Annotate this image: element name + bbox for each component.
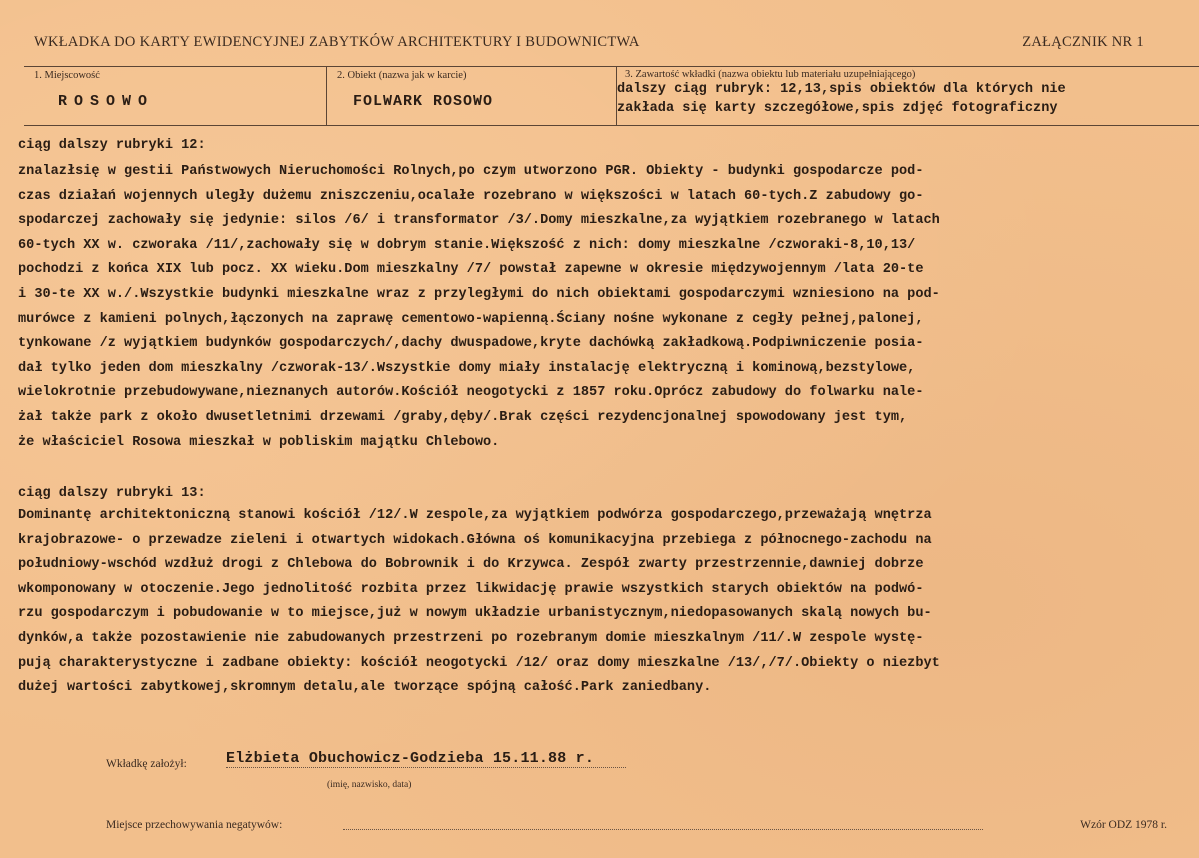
author-dotted-line <box>226 767 626 768</box>
header-fields-table <box>24 66 1199 126</box>
text-line: spodarczej zachowały się jedynie: silos /6/ i transformator /3/.Domy mieszkalne,za wyjątkiem rozebranego w latach <box>18 213 940 229</box>
text-line: dalszy ciąg rubryk: 12,13,spis obiektów dla których nie <box>617 82 1066 97</box>
field-label: 2. Obiekt (nazwa jak w karcie) <box>337 70 467 81</box>
text-line: Dominantę architektoniczną stanowi kościół /12/.W zespole,za wyjątkiem podwórza gospodarczego,przeważają wnętrza <box>18 508 932 523</box>
section-12-heading: ciąg dalszy rubryki 12: <box>18 138 206 153</box>
section-13-heading: ciąg dalszy rubryki 13: <box>18 486 206 501</box>
text-line: dynków,a także pozostawienie nie zabudowanych przestrzeni po rozebranym domie mieszkalnym /11/.W zespole wystę- <box>18 630 924 646</box>
field-obiekt <box>327 67 617 125</box>
text-line: południowy-wschód wzdłuż drogi z Chlebowa do Bobrownik i do Krzywca. Zespół zwarty przestrzennie,dawniej dobrze <box>18 557 924 573</box>
field-value-lines <box>617 80 1199 118</box>
field-label: 1. Miejscowość <box>34 70 100 81</box>
text-line: krajobrazowe- o przewadze zieleni i otwartych widokach.Główna oś komunikacyjna przebiega z północnego-zachodu na <box>18 532 932 548</box>
negatives-dotted-line <box>343 829 983 830</box>
text-line: że właściciel Rosowa mieszkał w pobliskim majątku Chlebowo. <box>18 434 500 450</box>
text-line: dużej wartości zabytkowej,skromnym detalu,ale tworzące spójną całość.Park zaniedbany. <box>18 680 712 696</box>
section-12-body <box>18 160 1199 455</box>
author-label: Wkładkę założył: <box>106 758 187 770</box>
negatives-label: Miejsce przechowywania negatywów: <box>106 819 283 831</box>
text-line: rzu gospodarczym i pobudowanie w to miejsce,już w nowym układzie urbanistycznym,niedopasowanych skalą nowych bu- <box>18 606 932 622</box>
field-label: 3. Zawartość wkładki (nazwa obiektu lub materiału uzupełniającego) <box>625 69 916 80</box>
text-line: żał także park z około dwusetletnimi drzewami /graby,dęby/.Brak części rezydencjonalnej spowodowany jest tym, <box>18 409 908 425</box>
document-title: WKŁADKA DO KARTY EWIDENCYJNEJ ZABYTKÓW ARCHITEKTURY I BUDOWNICTWA <box>34 34 640 50</box>
field-miejscowosc <box>24 67 327 125</box>
text-line: murówce z kamieni polnych,łączonych na zaprawę cementowo-wapienną.Ściany nośne wykonane z cegły pełnej,palonej, <box>18 311 924 327</box>
text-line: i 30-te XX w./.Wszystkie budynki mieszkalne wraz z przyległymi do nich obiektami gospodarczymi wzniesiono na pod- <box>18 286 940 302</box>
author-value: Elżbieta Obuchowicz-Godzieba 15.11.88 r. <box>226 750 595 767</box>
text-line: pochodzi z końca XIX lub pocz. XX wieku.Dom mieszkalny /7/ powstał zapewne w okresie międzywojennym /lata 20-te <box>18 262 924 278</box>
author-caption: (imię, nazwisko, data) <box>327 780 412 790</box>
section-13-body <box>18 504 1199 701</box>
text-line: zakłada się karty szczegółowe,spis zdjęć fotograficzny <box>617 101 1058 116</box>
text-line: pują charakterystyczne i zadbane obiekty: kościół neogotycki /12/ oraz domy mieszkalne /13/,/7/.Obiekty o niezbyt <box>18 655 940 671</box>
field-value: ROSOWO <box>58 93 155 110</box>
text-line: tynkowane /z wyjątkiem budynków gospodarczych/,dachy dwuspadowe,kryte dachówką zakładkową.Podpiwniczenie posia- <box>18 336 924 352</box>
form-version: Wzór ODZ 1978 r. <box>1080 819 1167 831</box>
field-zawartosc <box>617 67 1199 125</box>
text-line: wkomponowany w otoczenie.Jego jednolitość rozbita przez likwidację prawie wszystkich starych obiektów na podwó- <box>18 581 924 597</box>
text-line: czas działań wojennych uległy dużemu zniszczeniu,ocalałe rozebrano w większości w latach 60-tych.Z zabudowy go- <box>18 188 924 204</box>
text-line: dał tylko jeden dom mieszkalny /czworak-13/.Wszystkie domy miały instalację elektryczną i kominową,bezstylowe, <box>18 360 916 376</box>
attachment-number: ZAŁĄCZNIK NR 1 <box>1022 34 1144 50</box>
text-line: wielokrotnie przebudowywane,nieznanych autorów.Kościół neogotycki z 1857 roku.Oprócz zabudowy do folwarku nale- <box>18 385 924 401</box>
text-line: znalazłsię w gestii Państwowych Nieruchomości Rolnych,po czym utworzono PGR. Obiekty - budynki gospodarcze pod- <box>18 164 924 179</box>
field-value: FOLWARK ROSOWO <box>353 93 494 110</box>
text-line: 60-tych XX w. czworaka /11/,zachowały się w dobrym stanie.Większość z nich: domy mieszkalne /czworaki-8,10,13/ <box>18 237 916 253</box>
